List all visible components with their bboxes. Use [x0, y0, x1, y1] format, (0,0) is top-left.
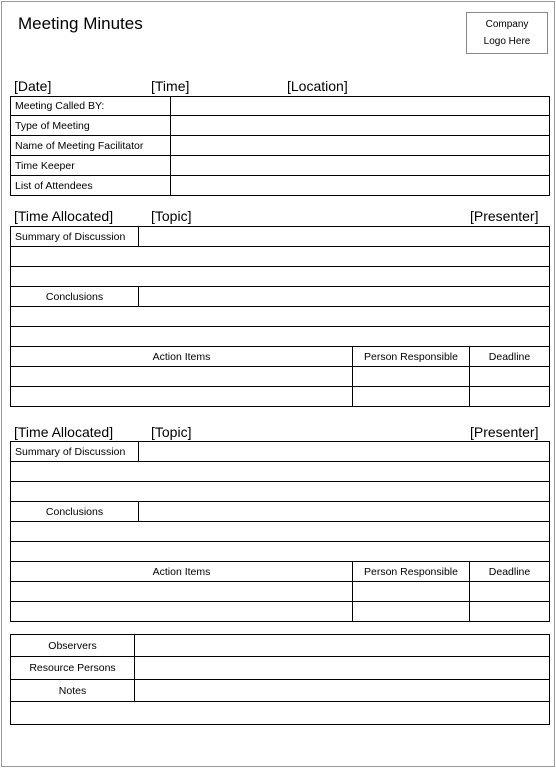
action-item-cell[interactable] [11, 367, 353, 387]
meeting-minutes-page [1, 1, 555, 767]
logo-line-1: Company [485, 19, 529, 30]
time-allocated-field[interactable]: [Time Allocated] [14, 208, 114, 224]
agenda-item-2-table [10, 441, 550, 622]
time-keeper-field[interactable] [171, 156, 550, 176]
deadline-cell[interactable] [470, 387, 550, 407]
person-responsible-cell[interactable] [353, 367, 470, 387]
presenter-field[interactable]: [Presenter] [470, 424, 539, 440]
action-items-header: Action Items [11, 347, 353, 367]
conclusions-field[interactable] [139, 502, 550, 522]
topic-field[interactable]: [Topic] [151, 208, 192, 224]
type-of-meeting-field[interactable] [171, 116, 550, 136]
summary-label: Summary of Discussion [11, 442, 139, 462]
action-item-cell[interactable] [11, 582, 353, 602]
deadline-header: Deadline [470, 347, 550, 367]
type-of-meeting-label: Type of Meeting [11, 116, 171, 136]
attendees-field[interactable] [171, 176, 550, 196]
presenter-field[interactable]: [Presenter] [470, 208, 539, 224]
resource-persons-label: Resource Persons [11, 657, 135, 680]
conclusions-line[interactable] [11, 522, 550, 542]
conclusions-label: Conclusions [11, 287, 139, 307]
conclusions-field[interactable] [139, 287, 550, 307]
person-responsible-header: Person Responsible [353, 562, 470, 582]
time-allocated-field[interactable]: [Time Allocated] [14, 424, 114, 440]
deadline-cell[interactable] [470, 582, 550, 602]
person-responsible-cell[interactable] [353, 387, 470, 407]
date-field[interactable]: [Date] [14, 78, 52, 94]
time-field[interactable]: [Time] [151, 78, 190, 94]
summary-line[interactable] [11, 462, 550, 482]
observers-label: Observers [11, 635, 135, 657]
time-keeper-label: Time Keeper [11, 156, 171, 176]
person-responsible-header: Person Responsible [353, 347, 470, 367]
summary-field[interactable] [139, 227, 550, 247]
person-responsible-cell[interactable] [353, 582, 470, 602]
location-field[interactable]: [Location] [287, 78, 348, 94]
footer-table [10, 634, 550, 725]
summary-label: Summary of Discussion [11, 227, 139, 247]
deadline-cell[interactable] [470, 602, 550, 622]
conclusions-label: Conclusions [11, 502, 139, 522]
conclusions-line[interactable] [11, 307, 550, 327]
facilitator-field[interactable] [171, 136, 550, 156]
notes-field[interactable] [135, 680, 550, 702]
action-item-cell[interactable] [11, 387, 353, 407]
company-logo-placeholder [466, 12, 548, 54]
meeting-info-table [10, 96, 550, 196]
resource-persons-field[interactable] [135, 657, 550, 680]
action-items-header: Action Items [11, 562, 353, 582]
deadline-header: Deadline [470, 562, 550, 582]
summary-line[interactable] [11, 247, 550, 267]
logo-line-2: Logo Here [483, 36, 531, 47]
page-title: Meeting Minutes [18, 14, 143, 33]
summary-line[interactable] [11, 267, 550, 287]
notes-line[interactable] [11, 702, 550, 725]
summary-line[interactable] [11, 482, 550, 502]
notes-label: Notes [11, 680, 135, 702]
conclusions-line[interactable] [11, 542, 550, 562]
meeting-called-by-label: Meeting Called BY: [11, 97, 171, 116]
facilitator-label: Name of Meeting Facilitator [11, 136, 171, 156]
summary-field[interactable] [139, 442, 550, 462]
person-responsible-cell[interactable] [353, 602, 470, 622]
meeting-called-by-field[interactable] [171, 97, 550, 116]
conclusions-line[interactable] [11, 327, 550, 347]
topic-field[interactable]: [Topic] [151, 424, 192, 440]
observers-field[interactable] [135, 635, 550, 657]
deadline-cell[interactable] [470, 367, 550, 387]
attendees-label: List of Attendees [11, 176, 171, 196]
agenda-item-1-table [10, 226, 550, 407]
action-item-cell[interactable] [11, 602, 353, 622]
